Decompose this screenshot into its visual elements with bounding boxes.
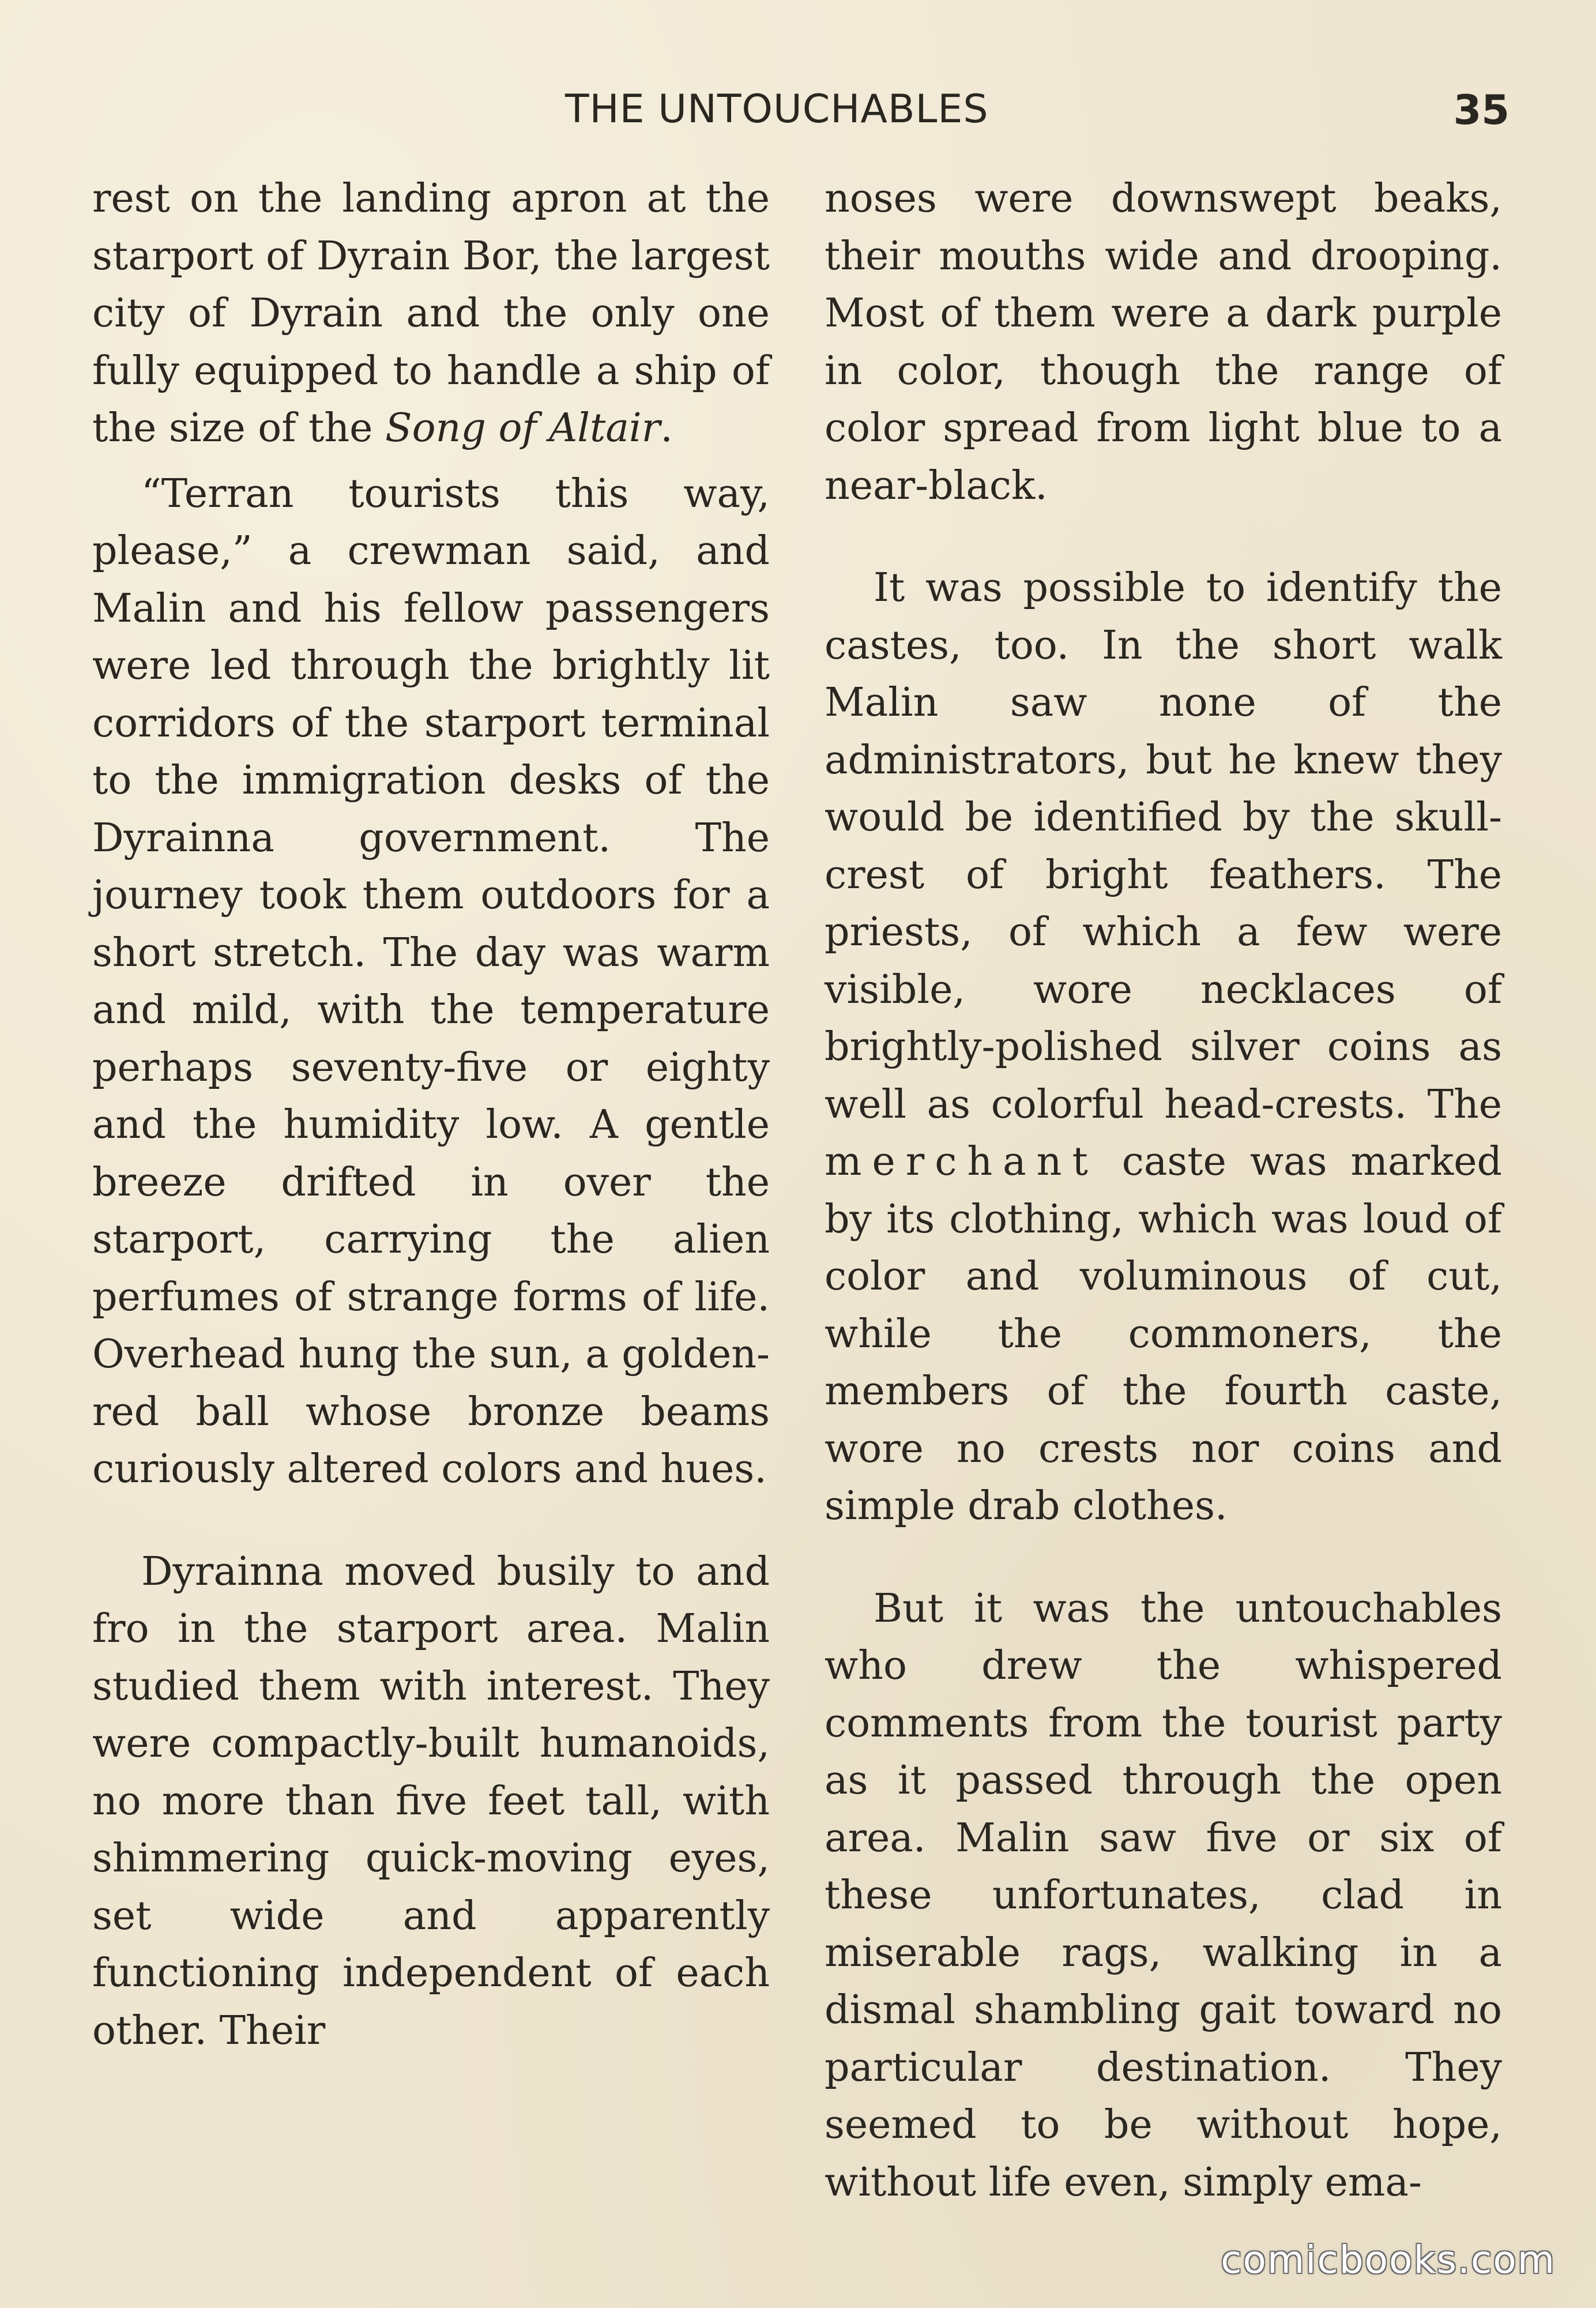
running-title: THE UNTOUCHABLES — [565, 87, 989, 132]
watermark: comicbooks.com — [1221, 2238, 1556, 2282]
page-number: 35 — [1453, 87, 1510, 134]
paragraph-text: caste was marked by its clothing, which was loud of color and voluminous of cut, while the commoners, the members of the fourth caste, wore no crests nor coins and simple drab clothes. — [825, 1139, 1502, 1529]
paragraph-5 — [825, 559, 1502, 1535]
paragraph-text: rest on the landing apron at the starport of Dyrain Bor, the largest city of Dyrain and the only one fully equipped to handle a ship of the size of the — [92, 176, 770, 451]
left-column — [92, 170, 770, 2059]
paragraph-2: “Terran tourists this way, please,” a crewman said, and Malin and his fellow passengers were led through the brightly lit corridors of the starport terminal to the immigration desks of the Dyrainna government. The journey took them outdoors for a short stretch. The day was warm and mild, with the temperature perhaps seventy-five or eighty and the humidity low. A gentle breeze drifted in over the starport, carrying the alien perfumes of strange forms of life. Overhead hung the sun, a golden-red ball whose bronze beams curiously altered colors and hues. — [92, 471, 770, 1492]
right-column — [825, 170, 1502, 2211]
ship-name: Song of Altair — [385, 405, 661, 451]
paragraph-text: It was possible to identify the castes, too. In the short walk Malin saw none of the administrators, but he knew they would be identified by the skull-crest of bright feathers. The priests, of which a few were visible, wore necklaces of brightly-polished silver coins as well as colorful head-crests. The — [825, 565, 1502, 1127]
paragraph-4: noses were downswept beaks, their mouths wide and drooping. Most of them were a dark purple in color, though the range of color spread from light blue to a near-black. — [825, 176, 1502, 509]
paragraph-1 — [92, 170, 770, 457]
paragraph-text: . — [660, 405, 673, 451]
paragraph-6: But it was the untouchables who drew the whispered comments from the tourist party as it passed through the open area. Malin saw five or six of these unfortunates, clad in miserable rags, walking in a dismal shambling gait toward no particular destination. They seemed to be without hope, without life even, simply ema- — [825, 1585, 1502, 2205]
paragraph-3: Dyrainna moved busily to and fro in the starport area. Malin studied them with interest. They were compactly-built humanoids, no more than five feet tall, with shimmering quick-moving eyes, set wide and apparently functioning independent of each other. Their — [92, 1548, 770, 2054]
merchant-word: merchant — [825, 1139, 1098, 1185]
